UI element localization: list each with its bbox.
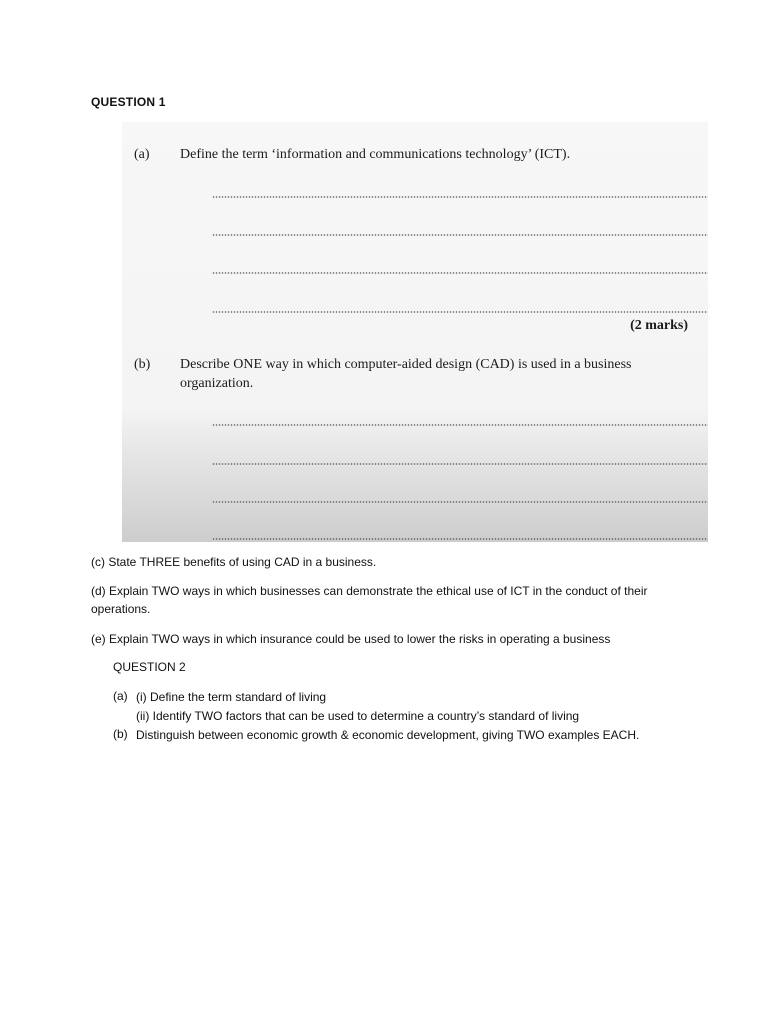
answer-line: [212, 196, 708, 198]
question-2-heading: QUESTION 2: [113, 660, 186, 674]
question-1d: (d) Explain TWO ways in which businesses can demonstrate the ethical use of ICT in the conduct of their operations.: [91, 584, 648, 616]
answer-line: [212, 311, 708, 313]
scan-content: [122, 122, 708, 542]
question-2a-label: (a): [113, 689, 128, 703]
part-a-label: (a): [134, 147, 150, 162]
question-2b-text: Distinguish between economic growth & economic development, giving TWO examples EACH.: [136, 728, 640, 742]
answer-line: [212, 501, 708, 503]
part-b-text-line2: organization.: [180, 376, 254, 391]
part-a-text: Define the term ‘information and communications technology’ (ICT).: [180, 147, 571, 162]
marks-label: (2 marks): [630, 318, 688, 333]
question-1c: (c) State THREE benefits of using CAD in a business.: [91, 555, 377, 569]
answer-line: [212, 463, 708, 465]
answer-line: [212, 272, 708, 274]
scanned-question-image: [91, 122, 708, 542]
question-2b-label: (b): [113, 727, 128, 741]
question-2a-i: (i) Define the term standard of living: [136, 690, 327, 704]
part-b-label: (b): [134, 357, 151, 372]
answer-line: [212, 234, 708, 236]
question-2a-ii: (ii) Identify TWO factors that can be used to determine a country’s standard of living: [136, 709, 580, 723]
answer-line: [212, 538, 708, 540]
question-1e: (e) Explain TWO ways in which insurance could be used to lower the risks in operating a business: [91, 632, 611, 646]
part-b-text-line1: Describe ONE way in which computer-aided design (CAD) is used in a business: [180, 357, 632, 372]
question-1-heading: QUESTION 1: [91, 95, 166, 109]
scan-left-margin: [91, 122, 122, 542]
answer-line: [212, 424, 708, 426]
